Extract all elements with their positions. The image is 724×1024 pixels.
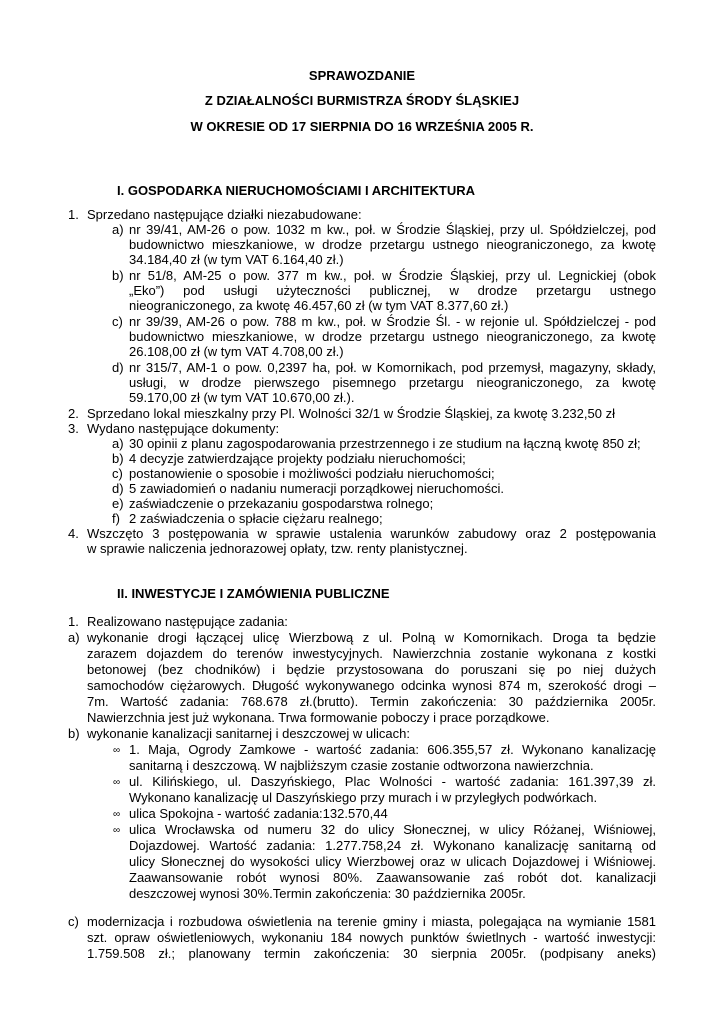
list-item-text: Wykonano kanalizację ul Daszyńskiego przy murach i w przyległych podwórkach.: [129, 790, 598, 805]
list-item-text: 59.170,00 zł (w tym VAT 10.670,00 zł.).: [129, 390, 355, 405]
list-item-text: 30 opinii z planu zagospodarowania przestrzennego i ze studium na łączną kwotę 850 zł;: [129, 436, 641, 451]
list-item-text: Zaawansowanie robót wynosi 80%. Zaawansowanie zaś robót dot. kanalizacji: [129, 870, 656, 885]
list-item-text: 26.108,00 zł (w tym VAT 4.708,00 zł.): [129, 344, 344, 359]
list-item-text: ulicy Słonecznej do wysokości ulicy Wierzbowej oraz w ulicach Dojazdowej i Wiśniowej.: [129, 854, 656, 869]
list-item-text: w sprawie naliczenia jednorazowej opłaty, tzw. renty planistycznej.: [87, 541, 468, 556]
sub-marker: e): [112, 496, 124, 511]
list-item-text: nr 39/41, AM-26 o pow. 1032 m kw., poł. w Środzie Śląskiej, przy ul. Spółdzielczej, pod: [129, 222, 656, 237]
list-item-text: ul. Kilińskiego, ul. Daszyńskiego, Plac Wolności - wartość zadania: 161.397,39 zł.: [129, 774, 656, 789]
list-item-text: samochodów ciężarowych. Długość wykonywanego odcinka wynosi 874 m, szerokość drogi –: [87, 678, 656, 693]
sub-marker: a): [112, 436, 124, 451]
list-item-text: sanitarną i deszczową. W najbliższym czasie zostanie odtworzona nawierzchnia.: [129, 758, 594, 773]
list-marker: 1.: [68, 207, 79, 222]
list-item-text: nr 315/7, AM-1 o pow. 0,2397 ha, poł. w Komornikach, pod przemysł, magazyny, składy,: [129, 360, 656, 375]
sub-marker: c): [112, 466, 123, 481]
sub-marker: f): [112, 511, 120, 526]
list-item-text: betonowej (bez chodników) i będzie przystosowana do poruszani się po niej dużych: [87, 662, 656, 677]
list-item-text: ulica Wrocławska od numeru 32 do ulicy Słonecznej, w ulicy Różanej, Wiśniowej,: [129, 822, 656, 837]
list-item-text: budownictwo mieszkaniowe, w drodze przetargu ustnego nieograniczonego, za kwotę: [129, 237, 656, 252]
section-2-heading: II. INWESTYCJE I ZAMÓWIENIA PUBLICZNE: [117, 586, 390, 601]
list-item-text: nr 51/8, AM-25 o pow. 377 m kw., poł. w Środzie Śląskiej, przy ul. Legnickiej (obok: [129, 268, 656, 283]
list-item-text: 1.759.508 zł.; planowany termin zakończenia: 30 sierpnia 2005r. (podpisany aneks): [87, 946, 656, 961]
infinity-bullet-icon: ∞: [113, 745, 121, 756]
document-subtitle: Z DZIAŁALNOŚCI BURMISTRZA ŚRODY ŚLĄSKIEJ: [204, 93, 520, 108]
sub-marker: b): [112, 451, 124, 466]
list-item-text: „Eko”) pod usługi użyteczności publicznej, w drodze przetargu ustnego: [129, 283, 656, 298]
infinity-bullet-icon: ∞: [113, 777, 121, 788]
list-item-text: Dojazdowej. Wartość zadania: 1.277.758,24 zł. Wykonano kanalizację sanitarną od: [129, 838, 656, 853]
list-item-text: ulica Spokojna - wartość zadania:132.570,44: [129, 806, 388, 821]
section-1-heading: I. GOSPODARKA NIERUCHOMOŚCIAMI I ARCHITEKTURA: [117, 183, 475, 198]
infinity-bullet-icon: ∞: [113, 825, 121, 836]
list-item-text: 7m. Wartość zadania: 768.678 zł.(brutto). Termin zakończenia: 30 października 2005r.: [87, 694, 656, 709]
list-item-text: nieograniczonego, za kwotę 46.457,60 zł (w tym VAT 8.377,60 zł.): [129, 298, 509, 313]
list-item-text: Sprzedano następujące działki niezabudowane:: [87, 207, 362, 222]
list-item-text: 4 decyzje zatwierdzające projekty podziału nieruchomości;: [129, 451, 466, 466]
list-item-text: nr 39/39, AM-26 o pow. 788 m kw., poł. w Środzie Śl. - w rejonie ul. Spółdzielczej - pod: [129, 314, 656, 329]
sub-marker: a): [68, 630, 80, 645]
list-item-text: deszczowej wynosi 30%.Termin zakończenia: 30 października 2005r.: [129, 886, 526, 901]
list-item-text: wykonanie kanalizacji sanitarnej i deszczowej w ulicach:: [87, 726, 410, 741]
document-title: SPRAWOZDANIE: [308, 68, 416, 83]
sub-marker: b): [112, 268, 124, 283]
sub-marker: b): [68, 726, 80, 741]
list-item-text: Wydano następujące dokumenty:: [87, 421, 280, 436]
document-period: W OKRESIE OD 17 SIERPNIA DO 16 WRZEŚNIA 2005 R.: [190, 119, 534, 134]
list-item-text: 5 zawiadomień o nadaniu numeracji porządkowej nieruchomości.: [129, 481, 505, 496]
list-marker: 4.: [68, 526, 79, 541]
sub-marker: d): [112, 360, 124, 375]
infinity-bullet-icon: ∞: [113, 809, 121, 820]
list-item-text: 34.184,40 zł (w tym VAT 6.164,40 zł.): [129, 252, 344, 267]
list-item-text: postanowienie o sposobie i możliwości podziału nieruchomości;: [129, 466, 495, 481]
sub-marker: d): [112, 481, 124, 496]
sub-marker: c): [68, 914, 79, 929]
sub-marker: a): [112, 222, 124, 237]
list-marker: 2.: [68, 406, 79, 421]
list-item-text: usługi, w drodze pierwszego pisemnego przetargu nieograniczonego, za kwotę: [129, 375, 656, 390]
list-item-text: 1. Maja, Ogrody Zamkowe - wartość zadania: 606.355,57 zł. Wykonano kanalizację: [129, 742, 656, 757]
list-marker: 1.: [68, 614, 79, 629]
list-item-text: Wszczęto 3 postępowania w sprawie ustalenia warunków zabudowy oraz 2 postępowania: [87, 526, 656, 541]
list-item-text: zarazem dojazdem do terenów inwestycyjnych. Nawierzchnia zostanie wykonana z kostki: [87, 646, 656, 661]
list-item-text: szt. opraw oświetleniowych, wykonaniu 184 nowych punktów świetlnych - wartość inwestycji:: [87, 930, 656, 945]
list-item-text: zaświadczenie o przekazaniu gospodarstwa rolnego;: [129, 496, 434, 511]
list-marker: 3.: [68, 421, 79, 436]
list-item-text: budownictwo mieszkaniowe, w drodze przetargu ustnego nieograniczonego, za kwotę: [129, 329, 656, 344]
list-item-text: Sprzedano lokal mieszkalny przy Pl. Wolności 32/1 w Środzie Śląskiej, za kwotę 3.232,50 zł: [87, 406, 615, 421]
list-item-text: wykonanie drogi łączącej ulicę Wierzbową z ul. Polną w Komornikach. Droga ta będzie: [87, 630, 656, 645]
list-item-text: modernizacja i rozbudowa oświetlenia na terenie gminy i miasta, polegająca na wymianie 1581: [87, 914, 656, 929]
sub-marker: c): [112, 314, 123, 329]
list-item-text: Nawierzchnia jest już wykonana. Trwa formowanie poboczy i prace porządkowe.: [87, 710, 550, 725]
list-item-text: 2 zaświadczenia o spłacie ciężaru realnego;: [129, 511, 383, 526]
list-item-text: Realizowano następujące zadania:: [87, 614, 288, 629]
